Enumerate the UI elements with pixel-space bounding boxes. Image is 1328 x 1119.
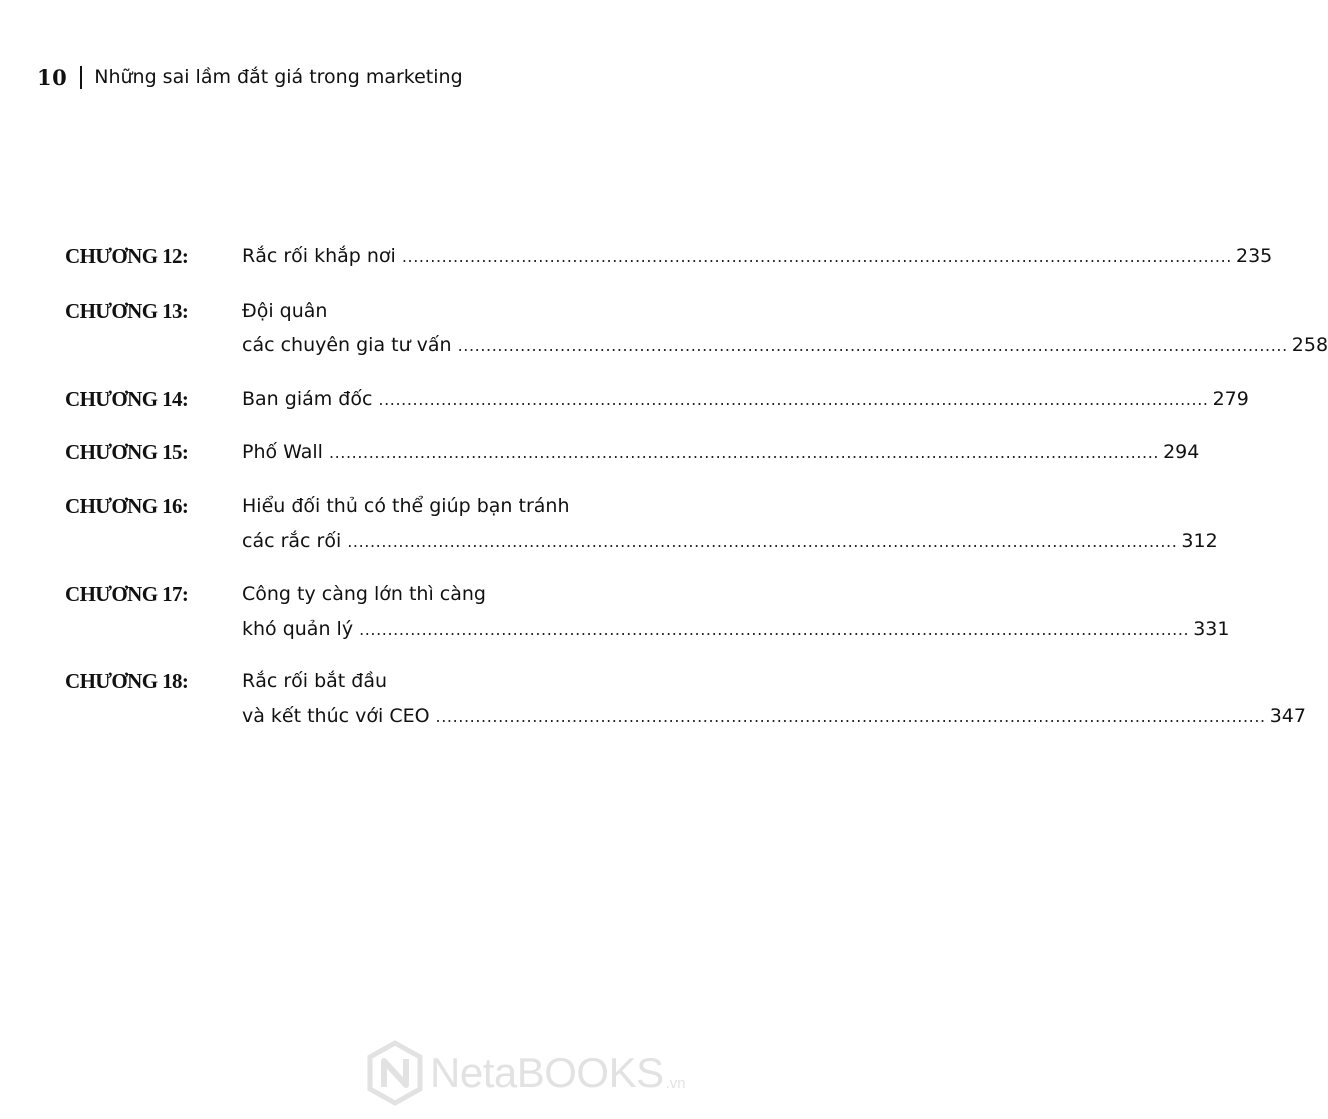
chapter-label: CHƯƠNG 12:: [65, 244, 189, 268]
page-ref: 294: [1163, 441, 1200, 463]
chapter-title-line: [242, 699, 1306, 733]
chapter-title: và kết thúc với CEO: [242, 705, 430, 727]
dot-leader: ..................................................................................................................................................: [328, 443, 1160, 462]
chapter-title: khó quản lý: [242, 618, 354, 640]
chapter-title: Hiểu đối thủ có thể giúp bạn tránh: [242, 495, 570, 517]
chapter-label: CHƯƠNG 13:: [65, 299, 189, 323]
dot-leader: ..................................................................................................................................................: [435, 707, 1266, 726]
chapter-title: các chuyên gia tư vấn: [242, 334, 452, 356]
chapter-label: CHƯƠNG 16:: [65, 494, 189, 518]
dot-leader: ..................................................................................................................................................: [347, 532, 1178, 551]
chapter-label: CHƯƠNG 17:: [65, 582, 189, 606]
running-head: [37, 62, 463, 92]
netabooks-watermark: [366, 1038, 686, 1108]
book-title: Những sai lầm đắt giá trong marketing: [94, 66, 463, 88]
chapter-title-line: [242, 524, 1218, 558]
header-divider: [80, 66, 82, 89]
chapter-title-line: [242, 239, 1273, 273]
page-ref: 347: [1269, 705, 1306, 727]
page-ref: 258: [1291, 334, 1328, 356]
chapter-title: Rắc rối bắt đầu: [242, 670, 388, 692]
watermark-suffix: .vn: [665, 1075, 686, 1092]
page-ref: 312: [1181, 530, 1218, 552]
page-ref: 279: [1212, 388, 1249, 410]
dot-leader: ..................................................................................................................................................: [378, 390, 1209, 409]
chapter-title-line: [242, 612, 1230, 646]
chapter-title: Ban giám đốc: [242, 388, 373, 410]
page-ref: 235: [1235, 245, 1273, 267]
chapter-label: CHƯƠNG 15:: [65, 440, 189, 464]
chapter-title: Rắc rối khắp nơi: [242, 245, 396, 267]
dot-leader: ..................................................................................................................................................: [359, 620, 1190, 639]
chapter-title: Đội quân: [242, 300, 328, 322]
chapter-title-line: [242, 435, 1200, 469]
chapter-title: các rắc rối: [242, 530, 342, 552]
netabooks-logo-icon: [366, 1040, 424, 1106]
watermark-brand: NetaBOOKS: [430, 1049, 664, 1096]
dot-leader: ..................................................................................................................................................: [401, 247, 1232, 266]
chapter-label: CHƯƠNG 14:: [65, 387, 189, 411]
chapter-title-line: [242, 328, 1328, 362]
page-number: 10: [37, 64, 68, 90]
dot-leader: ..................................................................................................................................................: [457, 336, 1288, 355]
chapter-title: Phố Wall: [242, 441, 323, 463]
chapter-title: Công ty càng lớn thì càng: [242, 583, 486, 605]
chapter-title-line: [242, 382, 1249, 416]
page-ref: 331: [1193, 618, 1230, 640]
chapter-label: CHƯƠNG 18:: [65, 669, 189, 693]
